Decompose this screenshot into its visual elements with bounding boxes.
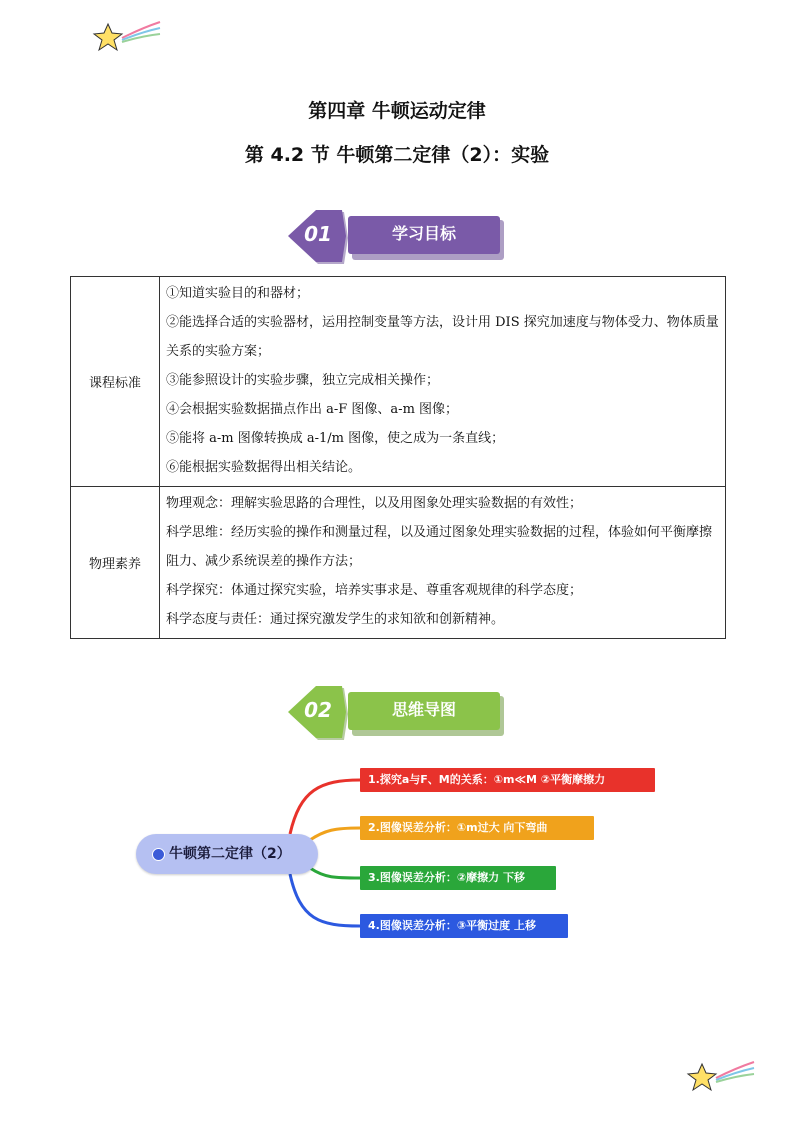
section-number-01: 01 xyxy=(304,222,332,246)
mindmap-branch-1: 1.探究a与F、M的关系：①m≪M ②平衡摩擦力 xyxy=(360,768,655,792)
chapter-title: 第四章 牛顿运动定律 xyxy=(308,100,486,122)
row-head: 课程标准 xyxy=(71,277,160,487)
section-label-02: 思维导图 xyxy=(391,700,456,719)
mindmap-center-label: 牛顿第二定律（2） xyxy=(169,846,291,862)
section-title: 第 4.2 节 牛顿第二定律（2）：实验 xyxy=(244,144,550,166)
mindmap-branch-3: 3.图像误差分析：②摩擦力 下移 xyxy=(360,866,556,890)
list-item: 物理观念：理解实验思路的合理性，以及用图象处理实验数据的有效性； xyxy=(166,496,583,511)
list-item: 科学态度与责任：通过探究激发学生的求知欲和创新精神。 xyxy=(166,612,505,627)
list-item: ⑤能将 a-m 图像转换成 a-1/m 图像，使之成为一条直线； xyxy=(166,431,505,446)
list-item: 科学思维：经历实验的操作和测量过程，以及通过图象处理实验数据的过程，体验如何平衡摩擦阻力、减少系统误差的操作方法； xyxy=(166,525,713,569)
mindmap-branch-2: 2.图像误差分析：①m过大 向下弯曲 xyxy=(360,816,594,840)
node-dot-icon xyxy=(152,848,165,861)
list-item: 科学探究：体通过探究实验，培养实事求是、尊重客观规律的科学态度； xyxy=(166,583,583,598)
row-head: 物理素养 xyxy=(71,487,160,639)
list-item: ⑥能根据实验数据得出相关结论。 xyxy=(166,460,362,475)
mindmap-center-node xyxy=(136,834,318,874)
mindmap-branch-4: 4.图像误差分析：③平衡过度 上移 xyxy=(360,914,568,938)
section-label-01: 学习目标 xyxy=(391,224,456,243)
list-item: ④会根据实验数据描点作出 a-F 图像、a-m 图像； xyxy=(166,402,459,417)
list-item: ②能选择合适的实验器材，运用控制变量等方法，设计用 DIS 探究加速度与物体受力、物体质量关系的实验方案； xyxy=(166,315,719,359)
list-item: ③能参照设计的实验步骤，独立完成相关操作； xyxy=(166,373,440,388)
list-item: ①知道实验目的和器材； xyxy=(166,286,310,301)
section-number-02: 02 xyxy=(304,698,332,722)
